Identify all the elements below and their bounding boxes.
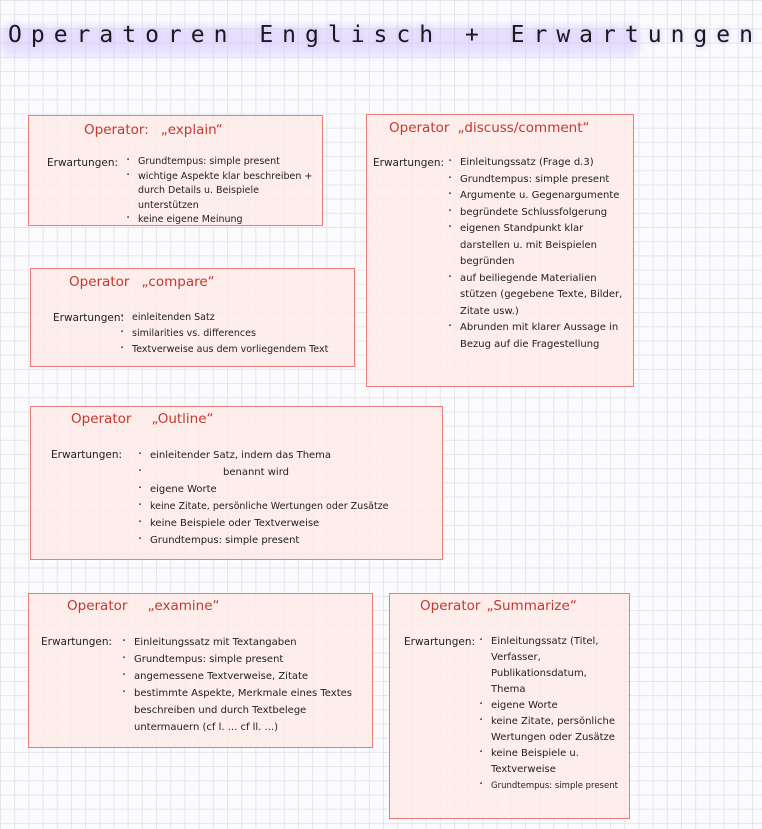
card-outline-heading (71, 411, 214, 427)
card-explain-heading (84, 122, 223, 138)
list-item: · wichtige Aspekte klar beschreiben + durch Details u. Beispiele unterstützen (125, 170, 317, 214)
list-item: · Grundtempus: simple present (137, 532, 442, 549)
list-item: · eigene Worte (137, 481, 442, 498)
operator-name: „compare“ (141, 274, 215, 290)
list-item: · keine eigene Meinung (125, 213, 317, 228)
operator-name: „Outline“ (151, 411, 214, 427)
operator-label: Operator (420, 598, 481, 614)
list-item: · similarities vs. differences (119, 326, 351, 342)
list-item: · auf beiliegende Materialien stützen (gegebene Texte, Bilder, Zitate usw.) (447, 271, 629, 321)
card-compare (30, 268, 355, 367)
list-item: · Textverweise aus dem vorliegendem Text (119, 342, 351, 358)
card-explain (28, 115, 323, 226)
expectations-label: Erwartungen: (47, 157, 119, 169)
operator-name: „Summarize“ (486, 598, 577, 614)
card-discuss-comment (366, 114, 634, 387)
expectations-list (125, 155, 317, 228)
card-outline (30, 406, 443, 560)
card-compare-heading (69, 274, 215, 290)
card-examine (28, 593, 373, 748)
list-item: · Einleitungssatz (Frage d.3) (447, 155, 629, 172)
list-item: · Einleitungssatz mit Textangaben (121, 634, 365, 651)
list-item-continuation: · benannt wird (137, 464, 442, 481)
list-item: · Grundtempus: simple present (125, 155, 317, 170)
expectations-list (447, 155, 629, 353)
list-item: · begründete Schlussfolgerung (447, 205, 629, 222)
list-item: · Grundtempus: simple present (478, 778, 624, 794)
card-summarize-heading (420, 598, 577, 614)
expectations-label: Erwartungen: (404, 636, 476, 648)
list-item: · angemessene Textverweise, Zitate (121, 668, 365, 685)
page-title: Operatoren Englisch + Erwartungen (8, 22, 762, 48)
card-summarize (389, 593, 630, 819)
list-item: · keine Zitate, persönliche Wertungen oder Zusätze (478, 714, 624, 746)
list-item: · eigenen Standpunkt klar darstellen u. mit Beispielen begründen (447, 221, 629, 271)
list-item: · keine Beispiele u. Textverweise (478, 746, 624, 778)
expectations-label: Erwartungen: (373, 157, 445, 169)
list-item: · keine Zitate, persönliche Wertungen oder Zusätze (137, 498, 442, 515)
expectations-list (478, 634, 624, 794)
operator-label: Operator (67, 598, 128, 614)
card-discuss-heading (389, 120, 590, 136)
operator-name: „explain“ (160, 122, 223, 138)
list-item: · einleitenden Satz (119, 310, 351, 326)
list-item: · Argumente u. Gegenargumente (447, 188, 629, 205)
operator-label: Operator (71, 411, 132, 427)
expectations-label: Erwartungen: (41, 636, 113, 648)
expectations-label: Erwartungen: (51, 449, 123, 461)
operator-label: Operator (389, 120, 450, 136)
expectations-label: Erwartungen: (53, 312, 125, 324)
list-item: · Grundtempus: simple present (447, 172, 629, 189)
card-examine-heading (67, 598, 220, 614)
expectations-list (137, 447, 442, 549)
expectations-list (119, 310, 351, 358)
expectations-list (121, 634, 365, 736)
operator-label: Operator: (84, 122, 149, 138)
list-item: · Grundtempus: simple present (121, 651, 365, 668)
list-item: · bestimmte Aspekte, Merkmale eines Textes beschreiben und durch Textbelege untermauern (cf l. ... cf ll. ...) (121, 685, 365, 736)
list-item: · eigene Worte (478, 698, 624, 714)
list-item: · keine Beispiele oder Textverweise (137, 515, 442, 532)
operator-name: „discuss/comment“ (457, 120, 590, 136)
operator-name: „examine“ (147, 598, 220, 614)
list-item: · einleitender Satz, indem das Thema (137, 447, 442, 464)
list-item: · Abrunden mit klarer Aussage in Bezug auf die Fragestellung (447, 320, 629, 353)
list-item: · Einleitungssatz (Titel, Verfasser, Publikationsdatum, Thema (478, 634, 624, 698)
operator-label: Operator (69, 274, 130, 290)
